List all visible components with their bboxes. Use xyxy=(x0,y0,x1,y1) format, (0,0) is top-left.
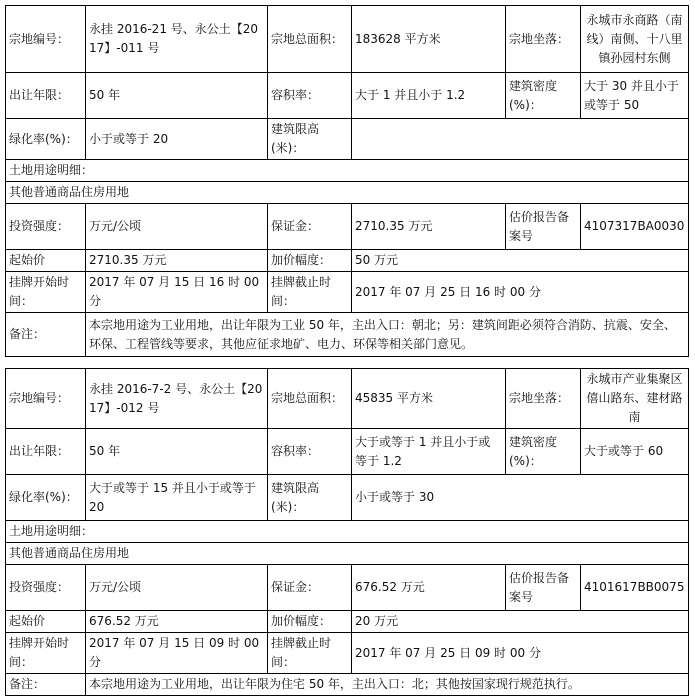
land-use-value: 其他普通商品住房用地 xyxy=(6,182,689,204)
parcel-table-2 xyxy=(5,368,689,696)
total-area-label: 宗地总面积： xyxy=(268,6,352,73)
invest-value: 万元/公顷 xyxy=(86,204,268,250)
location-label: 宗地坐落： xyxy=(506,6,581,73)
term-label: 出让年限： xyxy=(6,73,86,119)
table-row xyxy=(6,6,689,73)
start-time-label: 挂牌开始时间： xyxy=(6,272,86,313)
height-label: 建筑限高(米)： xyxy=(268,119,352,160)
term-value: 50 年 xyxy=(86,73,268,119)
height-value xyxy=(352,119,689,160)
start-time-value: 2017 年 07 月 15 日 09 时 00 分 xyxy=(86,633,268,674)
table-row xyxy=(6,674,689,696)
green-label: 绿化率(%)： xyxy=(6,119,86,160)
term-value: 50 年 xyxy=(86,429,268,475)
location-value: 永城市产业集聚区僖山路东、建材路南 xyxy=(581,369,689,429)
parcel-table-1 xyxy=(5,5,689,357)
green-value: 大于或等于 15 并且小于或等于 20 xyxy=(86,475,268,521)
location-value: 永城市永商路（南线）南侧、十八里镇孙园村东侧 xyxy=(581,6,689,73)
table-row xyxy=(6,369,689,429)
deposit-label: 保证金： xyxy=(268,565,352,611)
table-row xyxy=(6,272,689,313)
end-time-label: 挂牌截止时间： xyxy=(268,633,352,674)
report-no-value: 4101617BB0075 xyxy=(581,565,689,611)
table-row xyxy=(6,204,689,250)
height-value: 小于或等于 30 xyxy=(352,475,689,521)
end-time-value: 2017 年 07 月 25 日 16 时 00 分 xyxy=(352,272,689,313)
report-no-label: 估价报告备案号 xyxy=(506,565,581,611)
total-area-label: 宗地总面积： xyxy=(268,369,352,429)
remark-value: 本宗地用途为工业用地，出让年限为工业 50 年，主出入口：朝北；另：建筑间距必须符合消防、抗震、安全、环保、工程管线等要求，其他应征求地矿、电力、环保等相关部门意见。 xyxy=(86,313,689,357)
height-label: 建筑限高(米)： xyxy=(268,475,352,521)
start-price-value: 676.52 万元 xyxy=(86,611,268,633)
increment-label: 加价幅度： xyxy=(268,250,352,272)
start-time-label: 挂牌开始时间： xyxy=(6,633,86,674)
far-label: 容积率： xyxy=(268,73,352,119)
increment-label: 加价幅度： xyxy=(268,611,352,633)
end-time-value: 2017 年 07 月 25 日 09 时 00 分 xyxy=(352,633,689,674)
end-time-label: 挂牌截止时间： xyxy=(268,272,352,313)
remark-label: 备注： xyxy=(6,313,86,357)
far-value: 大于 1 并且小于 1.2 xyxy=(352,73,506,119)
far-label: 容积率： xyxy=(268,429,352,475)
table-row xyxy=(6,313,689,357)
start-price-value: 2710.35 万元 xyxy=(86,250,268,272)
green-value: 小于或等于 20 xyxy=(86,119,268,160)
remark-label: 备注： xyxy=(6,674,86,696)
density-label: 建筑密度(%)： xyxy=(506,429,581,475)
table-row xyxy=(6,565,689,611)
increment-value: 20 万元 xyxy=(352,611,689,633)
density-value: 大于或等于 60 xyxy=(581,429,689,475)
green-label: 绿化率(%)： xyxy=(6,475,86,521)
density-value: 大于 30 并且小于或等于 50 xyxy=(581,73,689,119)
total-area-value: 183628 平方米 xyxy=(352,6,506,73)
table-row xyxy=(6,73,689,119)
deposit-value: 2710.35 万元 xyxy=(352,204,506,250)
deposit-label: 保证金： xyxy=(268,204,352,250)
deposit-value: 676.52 万元 xyxy=(352,565,506,611)
invest-label: 投资强度： xyxy=(6,204,86,250)
table-row xyxy=(6,521,689,543)
table-row xyxy=(6,633,689,674)
start-price-label: 起始价 xyxy=(6,611,86,633)
table-row xyxy=(6,475,689,521)
start-time-value: 2017 年 07 月 15 日 16 时 00 分 xyxy=(86,272,268,313)
land-use-value: 其他普通商品住房用地 xyxy=(6,543,689,565)
total-area-value: 45835 平方米 xyxy=(352,369,506,429)
table-row xyxy=(6,543,689,565)
use-detail-label: 土地用途明细： xyxy=(6,521,689,543)
table-row xyxy=(6,119,689,160)
start-price-label: 起始价 xyxy=(6,250,86,272)
table-row xyxy=(6,429,689,475)
invest-value: 万元/公顷 xyxy=(86,565,268,611)
parcel-no-value: 永挂 2016-21 号、永公土【2017】-011 号 xyxy=(86,6,268,73)
table-row xyxy=(6,250,689,272)
invest-label: 投资强度： xyxy=(6,565,86,611)
parcel-no-label: 宗地编号： xyxy=(6,6,86,73)
term-label: 出让年限： xyxy=(6,429,86,475)
density-label: 建筑密度(%)： xyxy=(506,73,581,119)
remark-value: 本宗地用途为工业用地，出让年限为住宅 50 年，主出入口：北；其他按国家现行规范执行。 xyxy=(86,674,689,696)
parcel-no-label: 宗地编号： xyxy=(6,369,86,429)
increment-value: 50 万元 xyxy=(352,250,689,272)
report-no-value: 4107317BA0030 xyxy=(581,204,689,250)
table-row xyxy=(6,611,689,633)
report-no-label: 估价报告备案号 xyxy=(506,204,581,250)
table-row xyxy=(6,182,689,204)
parcel-no-value: 永挂 2016-7-2 号、永公土【2017】-012 号 xyxy=(86,369,268,429)
use-detail-label: 土地用途明细： xyxy=(6,160,689,182)
far-value: 大于或等于 1 并且小于或等于 1.2 xyxy=(352,429,506,475)
table-row xyxy=(6,160,689,182)
location-label: 宗地坐落： xyxy=(506,369,581,429)
